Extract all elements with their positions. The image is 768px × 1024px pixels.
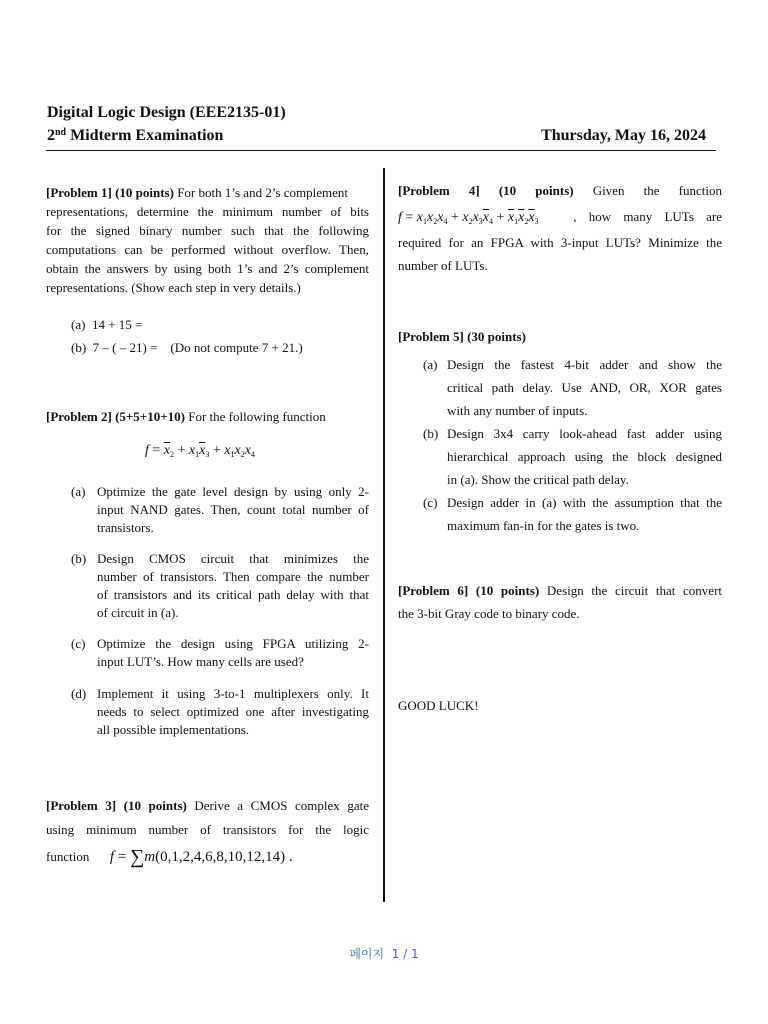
problem-1-line: obtain the answers by using both 1’s and 2’s complement (46, 261, 369, 276)
part-text: 7 – ( – 21) = (92, 340, 158, 355)
problem-1-line: representations. (Show each step in very details.) (46, 280, 301, 295)
problem-4-title: [Problem 4] (10 points) (398, 183, 574, 198)
part-label: (b) (71, 340, 87, 355)
part-body (97, 635, 369, 671)
problem-4-line (398, 210, 722, 236)
part-label: (b) (423, 426, 439, 441)
part-label: (a) (71, 317, 86, 332)
course-title: Digital Logic Design (EEE2135-01) (47, 104, 286, 121)
part-line: input NAND gates. Then, count total number of (97, 502, 369, 517)
part-line: all possible implementations. (97, 722, 250, 737)
problem-4-line: number of LUTs. (398, 258, 488, 273)
problem-1-title: [Problem 1] (10 points) (46, 185, 174, 200)
part-text: 14 + 15 = (91, 317, 143, 332)
problem-3-text: function (46, 849, 90, 864)
problem-2-intro: For the following function (184, 409, 326, 424)
part-line: Optimize the gate level design by using only 2- (97, 484, 369, 499)
problem-4-line (398, 184, 722, 210)
problem-6-title: [Problem 6] (10 points) (398, 583, 540, 598)
problem-5-title: [Problem 5] (30 points) (398, 329, 526, 344)
problem-3-line: using minimum number of transistors for the logic (46, 822, 369, 837)
problem-1-part-a (71, 318, 142, 331)
part-body (447, 353, 722, 422)
column-divider (383, 168, 385, 902)
part-body (97, 550, 369, 622)
problem-2-title: [Problem 2] (5+5+10+10) (46, 409, 185, 424)
part-line: transistors. (97, 520, 154, 535)
part-line: Design 3x4 carry look-ahead fast adder using (447, 426, 722, 441)
part-line: of transistors and its critical path delay with that (97, 587, 369, 602)
problem-2-heading (46, 410, 326, 423)
part-line: of circuit in (a). (97, 605, 179, 620)
header-rule (46, 150, 716, 151)
problem-4-line: required for an FPGA with 3-input LUTs? Minimize the (398, 235, 722, 250)
page-word: 페이지 (349, 947, 385, 961)
problem-1-text: For both 1’s and 2’s complement (173, 185, 348, 200)
problem-3-title: [Problem 3] (10 points) (46, 798, 187, 813)
part-label: (a) (423, 357, 438, 372)
problem-4 (398, 184, 722, 282)
part-label: (b) (71, 551, 87, 566)
problem-6 (398, 584, 722, 630)
problem-1-line: representations, determine the minimum number of bits (46, 204, 369, 219)
problem-6-line: the 3-bit Gray code to binary code. (398, 606, 580, 621)
problem-6-line (398, 584, 722, 607)
problem-1-line (46, 186, 369, 205)
part-line: maximum fan-in for the gates is two. (447, 518, 640, 533)
problem-5-heading (398, 330, 526, 343)
problem-4-text: Given the function (573, 183, 722, 198)
part-label: (a) (71, 484, 86, 499)
part-line: input LUT’s. How many cells are used? (97, 654, 304, 669)
part-line: Implement it using 3-to-1 multiplexers only. It (97, 686, 369, 701)
part-body (97, 483, 369, 537)
problem-4-text: , how many LUTs are (573, 209, 722, 224)
part-line: critical path delay. Use AND, OR, XOR gates (447, 380, 722, 395)
part-label: (c) (71, 636, 86, 651)
minterm-list: (0,1,2,4,6,8,10,12,14) . (155, 849, 293, 865)
part-body (447, 422, 722, 491)
problem-3-equation: f = ∑m(0,1,2,4,6,8,10,12,14) . (109, 846, 293, 868)
problem-2-equation: $f = \overline{x}_2 + x_1\overline{x}_3 + x_1x_2x_4$ (145, 443, 255, 459)
part-line: in (a). Show the critical path delay. (447, 472, 629, 487)
part-label: (d) (71, 686, 87, 701)
problem-1 (46, 186, 369, 300)
part-line: Optimize the design using FPGA utilizing 2- (97, 636, 369, 651)
problem-3 (46, 799, 369, 871)
problem-6-text: Design the circuit that convert (539, 583, 723, 598)
part-body (97, 685, 369, 739)
page-indicator (0, 945, 768, 962)
part-note: (Do not compute 7 + 21.) (170, 340, 303, 355)
exam-title (47, 127, 223, 145)
problem-1-line: computations can be performed without overflow. Then, (46, 242, 369, 257)
part-label: (c) (423, 495, 438, 510)
part-body (447, 491, 722, 537)
exam-ordinal-suffix: nd (55, 127, 67, 138)
part-line: Design adder in (a) with the assumption that the (447, 495, 722, 510)
problem-1-part-b (71, 341, 303, 354)
part-line: number of transistors. Then compare the number (97, 569, 369, 584)
part-line: with any number of inputs. (447, 403, 588, 418)
exam-ordinal-number: 2 (47, 127, 55, 144)
problem-3-line (46, 847, 369, 871)
problem-1-line: for the signed binary number such that the following (46, 223, 369, 238)
part-line: hierarchical approach using the block designed (447, 449, 722, 464)
part-line: Design the fastest 4-bit adder and show the (447, 357, 722, 372)
page-number: 1 / 1 (391, 947, 419, 961)
problem-3-line (46, 799, 369, 823)
problem-3-text: Derive a CMOS complex gate (186, 798, 369, 813)
part-line: Design CMOS circuit that minimizes the (97, 551, 369, 566)
problem-4-equation: $f = x_1x_2x_4 + x_2x_3\overline{x}_4 + \overline{x}_1\overline{x}_2\overline{x}_3$ (398, 210, 539, 226)
exam-date: Thursday, May 16, 2024 (541, 127, 706, 144)
exam-title-rest: Midterm Examination (66, 127, 224, 144)
part-line: needs to select optimized one after investigating (97, 704, 369, 719)
good-luck-text: GOOD LUCK! (398, 698, 479, 713)
